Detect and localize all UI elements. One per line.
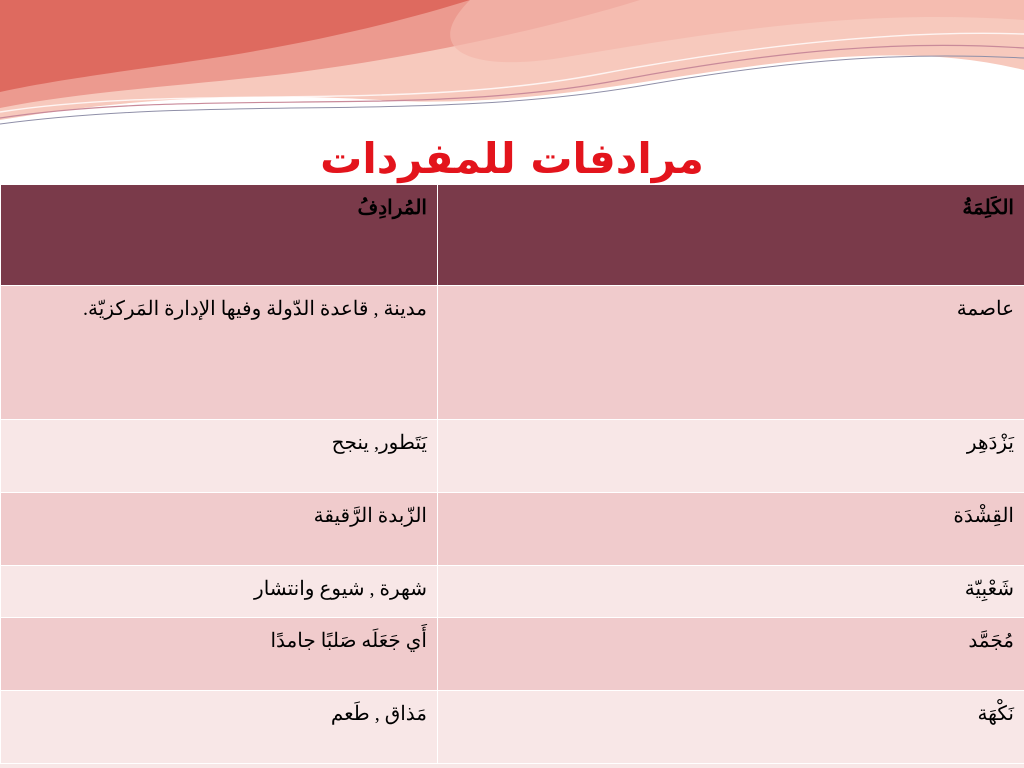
table-row	[1, 286, 1024, 420]
table-row	[1, 420, 1024, 493]
cell-synonym: يَتَطور, ينجح	[1, 420, 438, 493]
table-row	[1, 618, 1024, 691]
cell-synonym: شهرة , شيوع وانتشار	[1, 566, 438, 618]
cell-word: القِشْدَة	[438, 493, 1024, 566]
cell-synonym: أَي جَعَلَه صَلبًا جامدًا	[1, 618, 438, 691]
cell-synonym: الزّبدة الرَّقيقة	[1, 493, 438, 566]
cell-word: مُجَمَّد	[438, 618, 1024, 691]
table-header-row	[1, 185, 1024, 286]
cell-word: نَكْهَة	[438, 691, 1024, 764]
slide-title: مرادفات للمفردات	[320, 134, 704, 183]
table-row	[1, 566, 1024, 618]
vocabulary-table	[0, 184, 1024, 764]
cell-synonym: مَذاق , طَعم	[1, 691, 438, 764]
header-word: الكَلِمَةُ	[438, 185, 1024, 286]
table-row	[1, 493, 1024, 566]
cell-word: شَعْبِيّة	[438, 566, 1024, 618]
cell-synonym: مدينة , قاعدة الدّولة وفيها الإدارة المَركزيّة.	[1, 286, 438, 420]
wave-decoration	[0, 0, 1024, 140]
cell-word: عاصمة	[438, 286, 1024, 420]
header-synonym: المُرادِفُ	[1, 185, 438, 286]
table-row	[1, 691, 1024, 764]
cell-word: يَزْدَهِر	[438, 420, 1024, 493]
